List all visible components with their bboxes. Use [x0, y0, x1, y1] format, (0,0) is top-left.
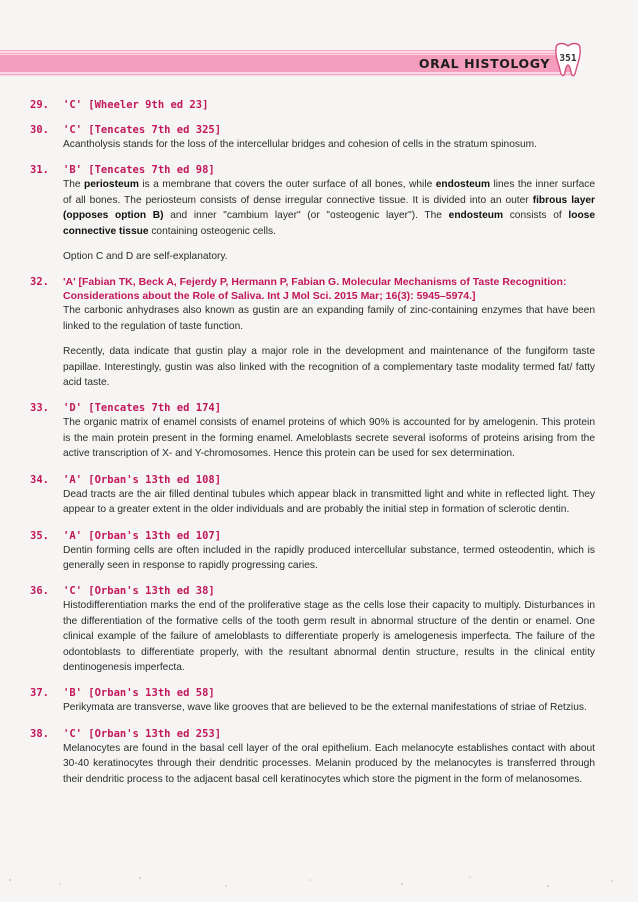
bold-term: periosteum: [84, 179, 139, 191]
answer-reference: 'A' [Fabian TK, Beck A, Fejerdy P, Hermann P, Fabian G. Molecular Mechanisms of Taste Recognition: Considerations about the Role of Saliva. Int J Mol Sci. 2015 Mar; 16(3): 5945–5974.]: [63, 276, 567, 303]
page-number: 351: [559, 53, 577, 64]
answer-heading: [30, 584, 595, 598]
answer-heading: [30, 529, 595, 543]
text-run: Perikymata are transverse, wave like grooves that are believed to be the external manifestations of striae of Retzius.: [63, 702, 587, 714]
answer-reference: 'B' [Orban's 13th ed 58]: [63, 687, 215, 700]
explanation-paragraph: [63, 137, 595, 152]
explanation-paragraph: [63, 415, 595, 461]
answer-reference: 'B' [Tencates 7th ed 98]: [63, 164, 215, 177]
answer-item: [30, 529, 595, 574]
explanation-paragraph: [63, 344, 595, 390]
question-number: 38.: [30, 727, 49, 740]
bold-term: fibrous layer (opposes option B): [63, 194, 595, 222]
explanation-paragraph: [63, 177, 595, 239]
text-run: lines the inner surface of all bones. The periosteum consists of dense irregular connective tissue. It is divided into an outer: [63, 179, 595, 206]
answer-heading: [30, 686, 595, 700]
text-run: Recently, data indicate that gustin play a major role in the development and maintenance of the fungiform taste papillae. Interestingly, gustin was also linked with the recognition of a complementary taste modality termed fat/ fatty acid taste.: [63, 346, 595, 389]
text-run: The organic matrix of enamel consists of enamel proteins of which 90% is accounted for by amelogenin. This protein is the main protein present in the forming enamel. Ameloblasts secrete several isoforms of proteins arising from the active transcription of X- and Y-chromosomes. Hence this protein can be used for sex determination.: [63, 417, 595, 460]
question-number: 37.: [30, 687, 49, 700]
explanation-paragraph: [63, 741, 595, 787]
explanation-paragraph: [63, 487, 595, 518]
bold-term: endosteum: [448, 210, 504, 222]
answer-reference: 'C' [Tencates 7th ed 325]: [63, 124, 222, 136]
question-number: 34.: [30, 473, 49, 486]
text-run: Acantholysis stands for the loss of the intercellular bridges and cohesion of cells in the stratum spinosum.: [63, 139, 537, 150]
question-number: 30.: [30, 124, 49, 136]
bold-term: endosteum: [435, 179, 491, 191]
answer-heading: [30, 123, 595, 137]
question-number: 35.: [30, 529, 49, 542]
answer-item: [30, 98, 595, 112]
answer-reference: 'C' [Orban's 13th ed 38]: [63, 585, 215, 598]
answer-item: [30, 473, 595, 518]
question-number: 29.: [30, 99, 49, 111]
answer-item: [30, 584, 595, 675]
text-run: containing osteogenic cells.: [148, 225, 276, 237]
answer-heading: [30, 727, 595, 741]
answer-item: [30, 401, 595, 461]
explanation-paragraph: [63, 598, 595, 675]
text-run: Dentin forming cells are often included in the rapidly produced intercellular substance, termed osteodentin, which is generally seen in response to rapidly progressing caries.: [63, 544, 595, 571]
answer-item: [30, 163, 595, 264]
running-header-title: ORAL HISTOLOGY: [418, 56, 550, 71]
answer-reference: 'C' [Wheeler 9th ed 23]: [63, 99, 209, 111]
explanation-paragraph: [63, 543, 595, 574]
explanation-paragraph: [63, 700, 595, 715]
question-number: 36.: [30, 585, 49, 598]
text-run: Histodifferentiation marks the end of the proliferative stage as the cells lose their capacity to multiply. Disturbances in the differentiation of the formative cells of the tooth germ result in abnormal structure of the dentin or enamel. One clinical example of the failure of ameloblasts to differentiate properly is amelogenesis imperfecta. The failure of the odontoblasts to differentiate properly, with the resultant abnormal dentin structure, results in the clinical entity dentinogenesis imperfecta.: [63, 600, 595, 673]
question-number: 31.: [30, 164, 49, 177]
answer-reference: 'A' [Orban's 13th ed 108]: [63, 473, 222, 486]
answer-heading: [30, 163, 595, 177]
answer-item: [30, 123, 595, 152]
question-number: 32.: [30, 276, 49, 289]
answer-reference: 'C' [Orban's 13th ed 253]: [63, 727, 222, 740]
text-run: consists of: [503, 210, 569, 222]
question-number: 33.: [30, 402, 49, 415]
answer-reference: 'D' [Tencates 7th ed 174]: [63, 402, 222, 415]
text-run: is a membrane that covers the outer surface of all bones, while: [138, 179, 436, 191]
text-run: Option C and D are self-explanatory.: [63, 251, 228, 263]
answer-heading: [30, 401, 595, 415]
text-run: Dead tracts are the air filled dentinal tubules which appear black in transmitted light and white in reflected light. They appear to a greater extent in the older individuals and are probably the initial step in formation of sclerotic dentin.: [63, 488, 595, 516]
page-edge-specks: [0, 862, 638, 892]
answer-reference: 'A' [Orban's 13th ed 107]: [63, 529, 222, 542]
bold-term: loose connective tissue: [63, 210, 595, 237]
explanation-paragraph: [63, 303, 595, 334]
answer-item: [30, 275, 595, 390]
text-run: and inner "cambium layer" (or "osteogenic layer"). The: [163, 210, 449, 222]
answer-heading: [30, 98, 595, 112]
answer-list: [30, 98, 595, 798]
text-run: The: [63, 179, 84, 191]
answer-heading: [30, 275, 595, 303]
answer-heading: [30, 473, 595, 487]
text-run: The carbonic anhydrases also known as gustin are an expanding family of zinc-containing enzymes that have been linked to the regulation of taste function.: [63, 305, 595, 332]
answer-item: [30, 686, 595, 715]
text-run: Melanocytes are found in the basal cell layer of the oral epithelium. Each melanocyte establishes contact with about 30-40 keratinocytes through their dendritic processes. Melanin produced by the melanocytes is transferred through their dendritic process to the adjacent basal cell keratinocytes which store the pigment in the form of melanosomes.: [63, 742, 595, 785]
explanation-paragraph: [63, 249, 595, 264]
answer-item: [30, 727, 595, 787]
